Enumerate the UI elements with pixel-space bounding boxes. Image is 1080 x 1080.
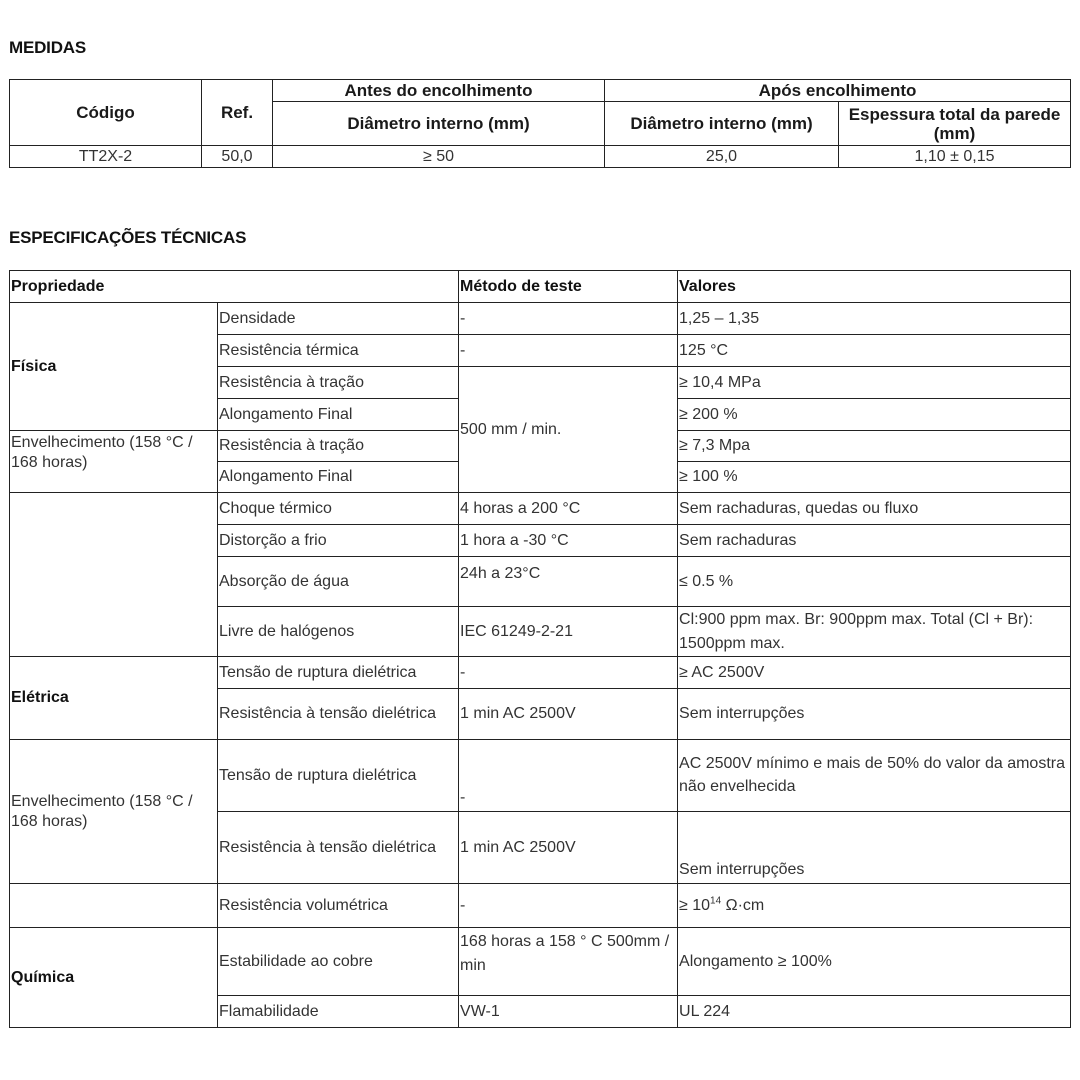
group-quimica: Química <box>10 928 218 1028</box>
row-value: ≥ 100 % <box>678 462 1071 493</box>
group-envelhecimento-2: Envelhecimento (158 °C / 168 horas) <box>10 740 218 884</box>
row-method: - <box>459 884 678 928</box>
row-value: 1,25 – 1,35 <box>678 303 1071 335</box>
row-method: - <box>459 657 678 689</box>
cell-codigo: TT2X-2 <box>10 146 202 168</box>
table-row <box>10 740 1071 812</box>
row-prop: Alongamento Final <box>218 399 459 431</box>
header-ref: Ref. <box>202 80 273 146</box>
row-method: 24h a 23°C <box>459 557 678 607</box>
cell-antes-diametro: ≥ 50 <box>273 146 605 168</box>
row-prop: Tensão de ruptura dielétrica <box>218 740 459 812</box>
row-prop: Resistência à tensão dielétrica <box>218 812 459 884</box>
row-method: - <box>459 740 678 812</box>
group-eletrica: Elétrica <box>10 657 218 740</box>
row-value: Sem rachaduras <box>678 525 1071 557</box>
row-prop: Resistência volumétrica <box>218 884 459 928</box>
medidas-table <box>9 79 1071 168</box>
row-value: Sem interrupções <box>678 689 1071 740</box>
row-value: AC 2500V mínimo e mais de 50% do valor da amostra não envelhecida <box>678 740 1071 812</box>
row-prop: Resistência térmica <box>218 335 459 367</box>
row-prop: Choque térmico <box>218 493 459 525</box>
header-apos-diametro: Diâmetro interno (mm) <box>605 102 839 146</box>
row-method: 500 mm / min. <box>459 367 678 493</box>
row-method: 168 horas a 158 ° C 500mm / min <box>459 928 678 996</box>
row-method: 4 horas a 200 °C <box>459 493 678 525</box>
table-row <box>10 146 1071 168</box>
cell-apos-espessura: 1,10 ± 0,15 <box>839 146 1071 168</box>
table-row <box>10 303 1071 335</box>
row-value: 125 °C <box>678 335 1071 367</box>
row-value <box>678 884 1071 928</box>
value-unit: Ω·cm <box>721 896 765 914</box>
row-prop: Resistência à tensão dielétrica <box>218 689 459 740</box>
header-metodo: Método de teste <box>459 271 678 303</box>
row-value: Alongamento ≥ 100% <box>678 928 1071 996</box>
row-prop: Livre de halógenos <box>218 607 459 657</box>
value-base: ≥ 10 <box>679 896 711 914</box>
header-antes-diametro: Diâmetro interno (mm) <box>273 102 605 146</box>
row-value: UL 224 <box>678 996 1071 1028</box>
header-propriedade: Propriedade <box>10 271 459 303</box>
group-fisica: Física <box>10 303 218 431</box>
row-prop: Resistência à tração <box>218 431 459 462</box>
header-apos: Após encolhimento <box>605 80 1071 102</box>
header-antes: Antes do encolhimento <box>273 80 605 102</box>
row-prop: Absorção de água <box>218 557 459 607</box>
row-value: ≥ 200 % <box>678 399 1071 431</box>
group-envelhecimento-1: Envelhecimento (158 °C / 168 horas) <box>10 431 218 493</box>
row-value: ≥ 7,3 Mpa <box>678 431 1071 462</box>
table-row <box>10 493 1071 525</box>
specs-table <box>9 270 1071 1028</box>
row-value: ≤ 0.5 % <box>678 557 1071 607</box>
row-value: Sem interrupções <box>678 812 1071 884</box>
row-value: Cl:900 ppm max. Br: 900ppm max. Total (Cl + Br): 1500ppm max. <box>678 607 1071 657</box>
row-method: - <box>459 335 678 367</box>
group-empty <box>10 884 218 928</box>
cell-ref: 50,0 <box>202 146 273 168</box>
row-method: VW-1 <box>459 996 678 1028</box>
group-empty <box>10 493 218 657</box>
row-method: IEC 61249-2-21 <box>459 607 678 657</box>
table-row <box>10 657 1071 689</box>
row-prop: Densidade <box>218 303 459 335</box>
table-row <box>10 884 1071 928</box>
table-row <box>10 928 1071 996</box>
value-exponent: 14 <box>710 895 722 907</box>
row-prop: Flamabilidade <box>218 996 459 1028</box>
header-codigo: Código <box>10 80 202 146</box>
cell-apos-diametro: 25,0 <box>605 146 839 168</box>
row-method: 1 hora a -30 °C <box>459 525 678 557</box>
row-method: - <box>459 303 678 335</box>
row-prop: Estabilidade ao cobre <box>218 928 459 996</box>
row-method: 1 min AC 2500V <box>459 812 678 884</box>
row-value: ≥ AC 2500V <box>678 657 1071 689</box>
header-apos-espessura: Espessura total da parede (mm) <box>839 102 1071 146</box>
row-value: Sem rachaduras, quedas ou fluxo <box>678 493 1071 525</box>
medidas-title: MEDIDAS <box>9 38 86 57</box>
row-prop: Tensão de ruptura dielétrica <box>218 657 459 689</box>
row-value: ≥ 10,4 MPa <box>678 367 1071 399</box>
header-valores: Valores <box>678 271 1071 303</box>
row-prop: Resistência à tração <box>218 367 459 399</box>
row-method: 1 min AC 2500V <box>459 689 678 740</box>
specs-title: ESPECIFICAÇÕES TÉCNICAS <box>9 228 247 247</box>
row-prop: Alongamento Final <box>218 462 459 493</box>
row-prop: Distorção a frio <box>218 525 459 557</box>
